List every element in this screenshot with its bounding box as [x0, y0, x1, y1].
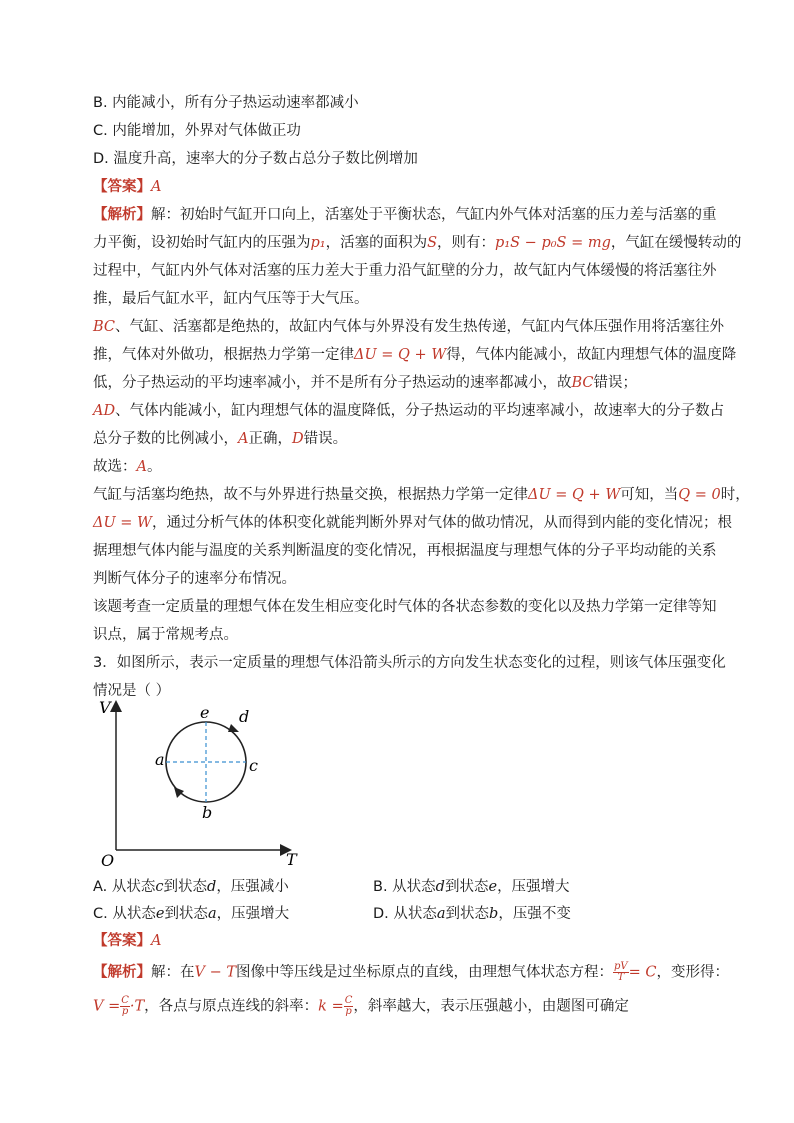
fraction-denominator: p: [345, 1006, 352, 1017]
analysis-line-1: [93, 205, 717, 225]
option-text: D. 从状态: [373, 906, 437, 922]
math-expr: e: [155, 906, 165, 922]
analysis-line-13: 据理想气体内能与温度的关系判断温度的变化情况，再根据温度与理想气体的分子平均动能的关系: [93, 543, 717, 559]
analysis-text: 图像中等压线是过坐标原点的直线，由理想气体状态方程：: [236, 964, 614, 981]
option-text: 到状态: [163, 879, 208, 895]
fraction-numerator: pV: [614, 961, 628, 972]
fraction-denominator: T: [617, 972, 625, 983]
analysis-text: 推，气体对外做功，根据热力学第一定律: [93, 347, 354, 363]
analysis-text: 气缸与活塞均绝热，故不与外界进行热量交换，根据热力学第一定律: [93, 487, 528, 503]
analysis-line-5: [93, 317, 724, 337]
analysis-tag: 【解析】: [93, 964, 151, 981]
option-text: ，压强不变: [498, 906, 571, 922]
option-text: ，压强增大: [216, 906, 290, 922]
analysis-text: 时，: [720, 487, 750, 503]
math-expr: AD: [93, 403, 116, 419]
point-label-b: b: [202, 803, 213, 822]
q3-answer-line: [93, 931, 161, 951]
q3-option-a: [93, 877, 289, 897]
q3-analysis-line-2: [93, 996, 629, 1017]
point-label-d: d: [239, 707, 250, 726]
fraction-numerator: C: [344, 995, 353, 1006]
math-expr: ΔU = W: [93, 515, 152, 531]
math-expr: V =: [93, 998, 121, 1015]
math-expr: BC: [93, 319, 116, 335]
math-expr: A: [136, 459, 147, 475]
analysis-tag: 【解析】: [93, 207, 151, 223]
analysis-line-10: [93, 457, 161, 477]
answer-tag: 【答案】: [93, 933, 151, 949]
analysis-text: 可知，当: [620, 487, 679, 503]
math-expr: k =: [318, 998, 344, 1015]
fraction-denominator: p: [121, 1006, 129, 1017]
analysis-line-11: [93, 485, 750, 505]
math-expr: a: [436, 906, 446, 922]
math-expr: BC: [571, 375, 594, 391]
point-label-c: c: [249, 756, 258, 775]
math-expr: ΔU = Q + W: [354, 347, 447, 363]
origin-label: O: [101, 851, 115, 870]
analysis-line-4: 推，最后气缸水平，缸内气压等于大气压。: [93, 291, 369, 307]
analysis-line-7: [93, 373, 637, 393]
analysis-text: 、气缸、活塞都是绝热的，故缸内气体与外界没有发生热传递，气缸内气体压强作用将活塞往外: [115, 319, 725, 335]
question-3-stem-2: 情况是（ ）: [93, 683, 171, 699]
analysis-text: 总分子数的比例减小，: [93, 431, 238, 447]
fraction: [344, 996, 354, 1017]
analysis-line-14: 判断气体分子的速率分布情况。: [93, 571, 296, 587]
analysis-line-2: [93, 233, 741, 253]
fraction: [613, 962, 629, 983]
q3-option-b: [373, 877, 570, 897]
math-expr: e: [488, 879, 498, 895]
analysis-text: 解：在: [151, 964, 195, 981]
analysis-text: ，斜率越大，表示压强越小，由题图可确定: [353, 998, 629, 1015]
option-d: D. 温度升高，速率大的分子数占总分子数比例增加: [93, 151, 418, 167]
math-expr: ·T: [129, 998, 145, 1015]
analysis-text: ，变形得：: [656, 964, 729, 981]
math-expr: D: [291, 431, 304, 447]
question-3-stem-1: 3．如图所示，表示一定质量的理想气体沿箭头所示的方向发生状态变化的过程，则该气体压强变化: [93, 655, 726, 671]
analysis-text: 故选：: [93, 459, 137, 475]
analysis-text: ，则有：: [437, 235, 496, 251]
q3-analysis-line-1: [93, 962, 729, 983]
analysis-line-6: [93, 345, 736, 365]
analysis-line-16: 识点，属于常规考点。: [93, 627, 238, 643]
analysis-text: ，各点与原点连线的斜率：: [144, 998, 319, 1015]
q3-option-c: [93, 904, 289, 924]
analysis-text: 解：初始时气缸开口向上，活塞处于平衡状态，气缸内外气体对活塞的压力差与活塞的重: [151, 207, 717, 223]
answer-tag: 【答案】: [93, 179, 151, 195]
math-expr: d: [207, 879, 217, 895]
math-expr: b: [489, 906, 499, 922]
analysis-text: 错误；: [593, 375, 638, 391]
option-b: B. 内能减小，所有分子热运动速率都减小: [93, 95, 359, 111]
math-expr: p₁: [310, 235, 326, 251]
point-label-e: e: [200, 703, 210, 722]
math-expr: V − T: [194, 964, 237, 981]
analysis-text: 得，气体内能减小，故缸内理想气体的温度降: [446, 347, 737, 363]
option-text: B. 从状态: [373, 879, 436, 895]
analysis-text: ，通过分析气体的体积变化就能判断外界对气体的做功情况，从而得到内能的变化情况；根: [151, 515, 732, 531]
analysis-line-12: [93, 513, 732, 533]
analysis-line-3: 过程中，气缸内外气体对活塞的压力差大于重力沿气缸壁的分力，故气缸内气体缓慢的将活塞往外: [93, 263, 717, 279]
analysis-text: 。: [146, 459, 162, 475]
math-expr: ΔU = Q + W: [528, 487, 621, 503]
analysis-line-15: 该题考查一定质量的理想气体在发生相应变化时气体的各状态参数的变化以及热力学第一定律等知: [93, 599, 717, 615]
analysis-text: 错误。: [303, 431, 348, 447]
option-text: 到状态: [164, 906, 208, 922]
math-expr: c: [155, 879, 164, 895]
option-text: 到状态: [445, 906, 490, 922]
answer-line: [93, 177, 161, 197]
analysis-line-9: [93, 429, 347, 449]
math-expr: a: [207, 906, 217, 922]
math-expr: Q = 0: [678, 487, 721, 503]
option-text: A. 从状态: [93, 879, 156, 895]
fraction-numerator: C: [121, 995, 129, 1006]
analysis-line-8: [93, 401, 724, 421]
fraction: [120, 996, 130, 1017]
analysis-text: 力平衡，设初始时气缸内的压强为: [93, 235, 311, 251]
option-c: C. 内能增加，外界对气体做正功: [93, 123, 301, 139]
analysis-text: 低，分子热运动的平均速率减小，并不是所有分子热运动的速率都减小，故: [93, 375, 572, 391]
arrow-upper-right: [228, 724, 239, 732]
math-expr: = C: [628, 964, 657, 981]
vt-diagram: [93, 695, 308, 870]
point-label-a: a: [155, 750, 165, 769]
math-expr: A: [238, 431, 249, 447]
math-expr: d: [435, 879, 445, 895]
option-text: ，压强减小: [216, 879, 289, 895]
analysis-text: 正确，: [248, 431, 292, 447]
q3-option-d: [373, 904, 571, 924]
option-text: C. 从状态: [93, 906, 156, 922]
math-expr: p₁S − p₀S = mg: [495, 235, 611, 251]
t-axis-label: T: [286, 850, 297, 869]
answer-value: A: [151, 933, 162, 949]
arrow-lower-left: [174, 787, 184, 798]
option-text: 到状态: [444, 879, 489, 895]
option-text: ，压强增大: [497, 879, 570, 895]
analysis-text: ，活塞的面积为: [325, 235, 428, 251]
answer-value: A: [151, 179, 162, 195]
analysis-text: 、气体内能减小，缸内理想气体的温度降低，分子热运动的平均速率减小，故速率大的分子数占: [115, 403, 725, 419]
v-axis-label: V: [99, 698, 111, 717]
analysis-text: ，气缸在缓慢转动的: [610, 235, 742, 251]
math-expr: S: [427, 235, 438, 251]
